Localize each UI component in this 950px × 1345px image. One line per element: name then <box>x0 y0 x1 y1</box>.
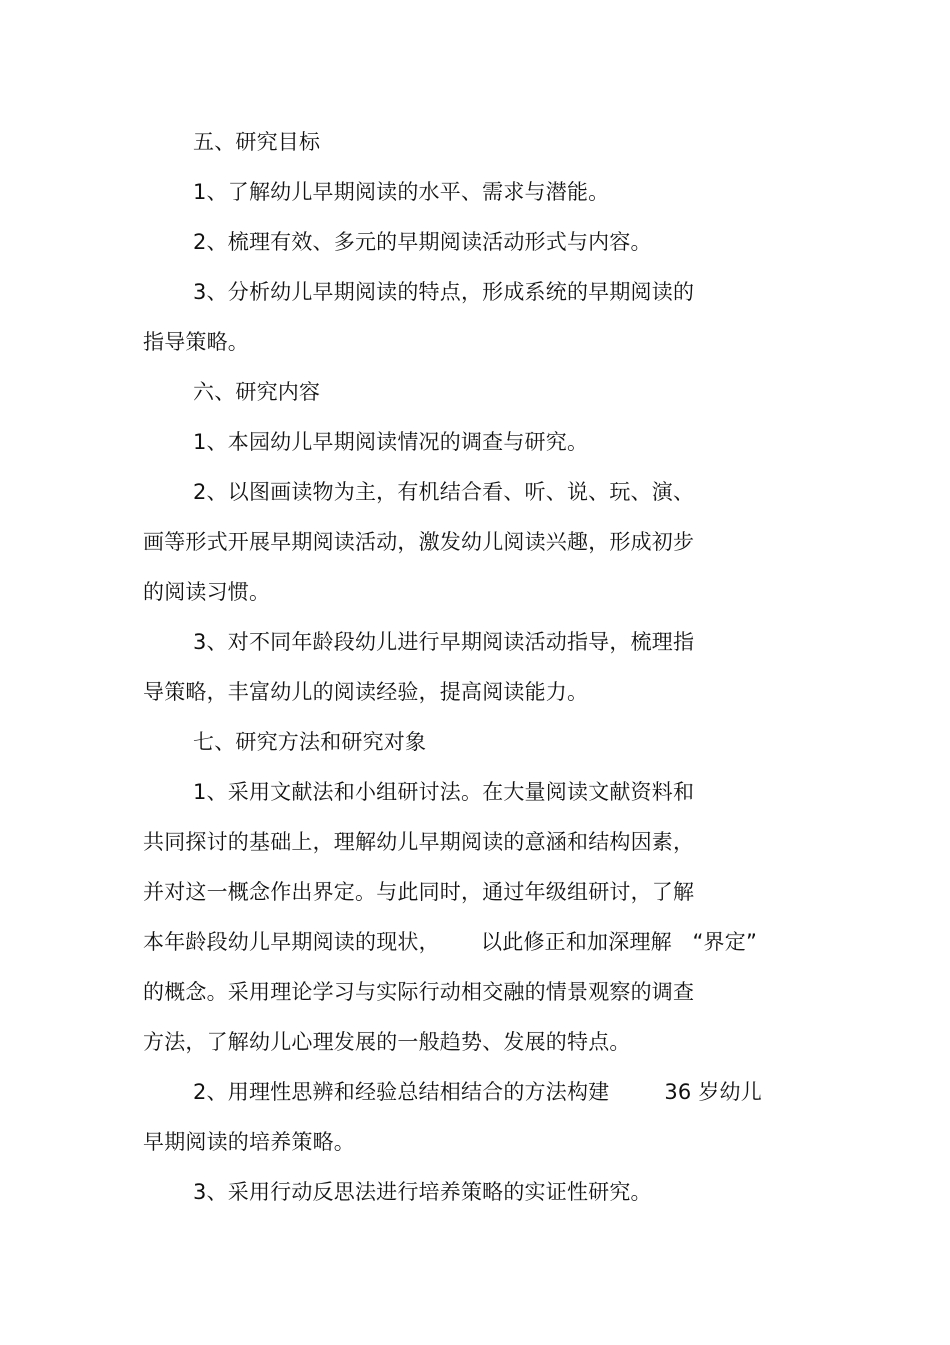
paragraph-line: 指导策略。 <box>143 330 249 354</box>
paragraph-line: 导策略，丰富幼儿的阅读经验，提高阅读能力。 <box>143 680 589 704</box>
section-heading-content: 六、研究内容 <box>193 380 321 404</box>
paragraph-line: 画等形式开展早期阅读活动，激发幼儿阅读兴趣，形成初步 <box>143 530 695 554</box>
section-heading-goals: 五、研究目标 <box>193 130 321 154</box>
paragraph-line: 的阅读习惯。 <box>143 580 271 604</box>
paragraph-line: 并对这一概念作出界定。与此同时，通过年级组研讨，了解 <box>143 880 695 904</box>
paragraph-line: 3、分析幼儿早期阅读的特点，形成系统的早期阅读的 <box>193 280 695 304</box>
paragraph-line: 1、了解幼儿早期阅读的水平、需求与潜能。 <box>193 180 610 204</box>
paragraph-line: 本年龄段幼儿早期阅读的现状， 以此修正和加深理解 “界定” <box>143 930 758 954</box>
section-heading-methods: 七、研究方法和研究对象 <box>193 730 427 754</box>
paragraph-line: 2、梳理有效、多元的早期阅读活动形式与内容。 <box>193 230 652 254</box>
paragraph-line: 1、采用文献法和小组研讨法。在大量阅读文献资料和 <box>193 780 695 804</box>
paragraph-line: 1、本园幼儿早期阅读情况的调查与研究。 <box>193 430 589 454</box>
paragraph-line: 方法，了解幼儿心理发展的一般趋势、发展的特点。 <box>143 1030 631 1054</box>
paragraph-line: 3、对不同年龄段幼儿进行早期阅读活动指导，梳理指 <box>193 630 695 654</box>
paragraph-line: 共同探讨的基础上，理解幼儿早期阅读的意涵和结构因素， <box>143 830 695 854</box>
paragraph-line: 的概念。采用理论学习与实际行动相交融的情景观察的调查 <box>143 980 695 1004</box>
paragraph-line: 2、用理性思辨和经验总结相结合的方法构建 36 岁幼儿 <box>193 1080 762 1104</box>
paragraph-line: 3、采用行动反思法进行培养策略的实证性研究。 <box>193 1180 652 1204</box>
paragraph-line: 2、以图画读物为主，有机结合看、听、说、玩、演、 <box>193 480 695 504</box>
paragraph-line: 早期阅读的培养策略。 <box>143 1130 355 1154</box>
